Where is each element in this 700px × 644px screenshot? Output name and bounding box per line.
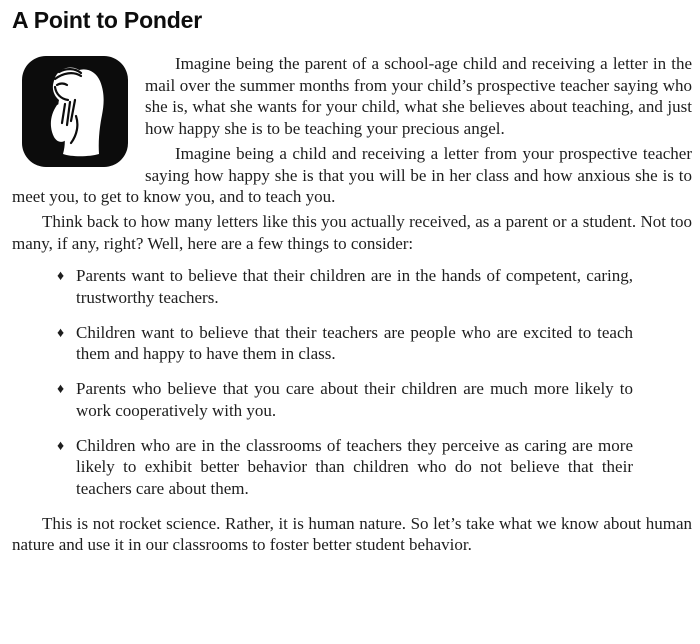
bullet-list xyxy=(12,265,633,499)
thinker-icon xyxy=(21,55,129,168)
paragraph-3: Think back to how many letters like this you actually received, as a parent or a student. Not too many, if any, right? Well, here are a few things to consider: xyxy=(12,211,692,253)
list-item xyxy=(12,265,633,308)
page-title: A Point to Ponder xyxy=(12,7,202,33)
diamond-bullet-icon: ♦ xyxy=(57,325,65,341)
diamond-bullet-icon: ♦ xyxy=(57,438,65,454)
bullet-text: Parents want to believe that their children are in the hands of competent, caring, trustworthy teachers. xyxy=(76,266,633,308)
list-item xyxy=(12,322,633,365)
list-item xyxy=(12,378,633,421)
list-item xyxy=(12,435,633,500)
diamond-bullet-icon: ♦ xyxy=(57,269,65,285)
body-text xyxy=(12,53,692,556)
closing-paragraph: This is not rocket science. Rather, it is human nature. So let’s take what we know about human nature and use it in our classrooms to foster better student behavior. xyxy=(12,513,692,555)
bullet-text: Children want to believe that their teachers are people who are excited to teach them and happy to have them in class. xyxy=(76,322,633,364)
diamond-bullet-icon: ♦ xyxy=(57,382,65,398)
paragraph-2: Imagine being a child and receiving a letter from your prospective teacher saying how happy she is that you will be in her class and how anxious she is to meet you, to get to know you, and to teach you. xyxy=(12,143,692,207)
bullet-text: Parents who believe that you care about their children are much more likely to work cooperatively with you. xyxy=(76,379,633,420)
bullet-text: Children who are in the classrooms of teachers they perceive as caring are more likely to exhibit better behavior than children who do not believe that their teachers care about them. xyxy=(76,435,633,498)
paragraph-1: Imagine being the parent of a school-age child and receiving a letter in the mail over the summer months from your child’s prospective teacher saying who she is, what she wants for your child, what she believes about teaching, and just how happy she is to be teaching your precious angel. xyxy=(145,54,692,139)
